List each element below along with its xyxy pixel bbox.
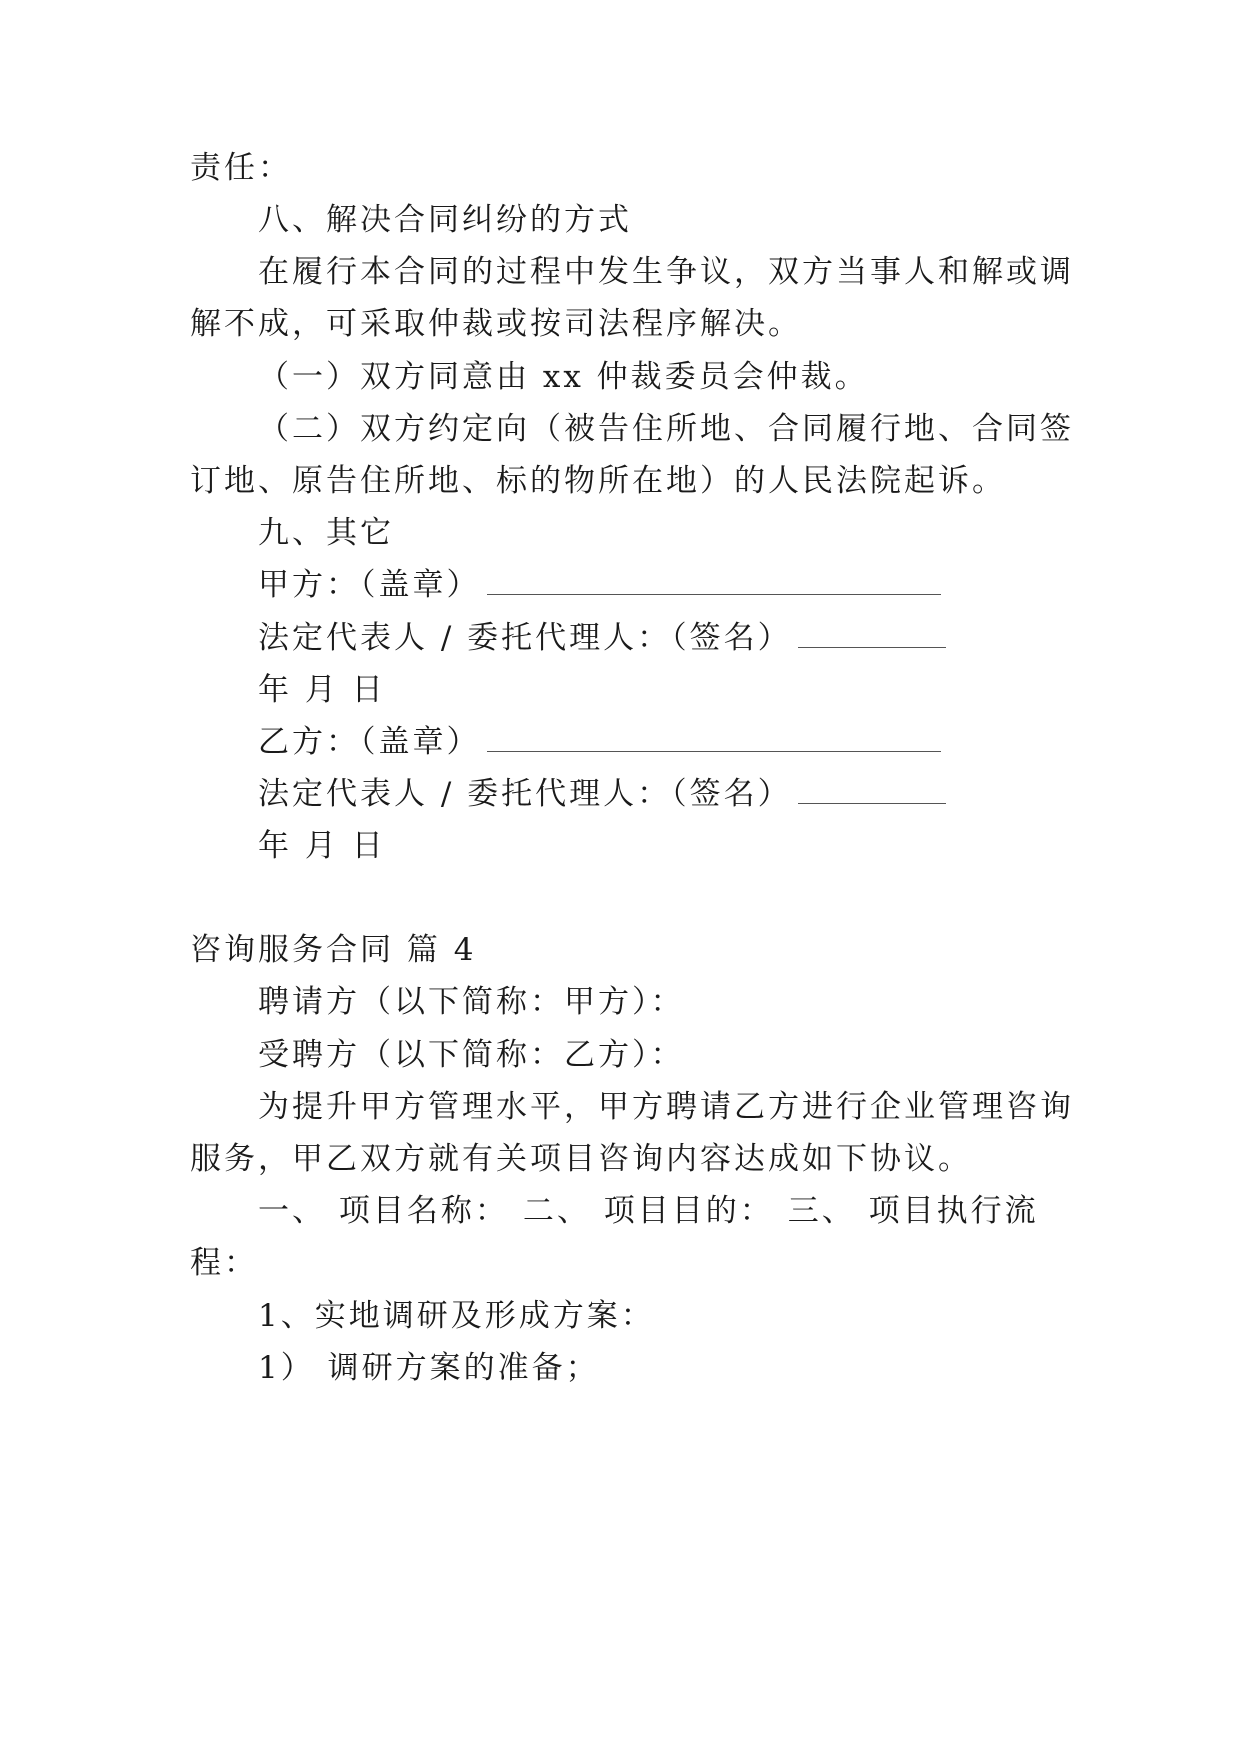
text-line: 解不成，可采取仲裁或按司法程序解决。 xyxy=(190,306,802,342)
party-a-rep-line xyxy=(258,618,1128,658)
party-b-date: 年 月 日 xyxy=(258,828,386,864)
section-heading-dispute: 八、解决合同纠纷的方式 xyxy=(258,202,632,238)
text-line: 责任： xyxy=(190,150,292,186)
project-item-process: 三、 项目执行流 xyxy=(787,1193,1039,1229)
step-1: 1、实地调研及形成方案： xyxy=(258,1298,655,1334)
text-line: 程： xyxy=(190,1245,258,1281)
party-b-seal-line xyxy=(258,722,1128,762)
text-line: 聘请方（以下简称：甲方）： xyxy=(258,984,685,1020)
step-1-sub: 1） 调研方案的准备； xyxy=(258,1350,600,1386)
party-b-signature-blank xyxy=(798,779,946,804)
text-line: 受聘方（以下简称：乙方）： xyxy=(258,1037,685,1073)
section-title: 咨询服务合同 篇 4 xyxy=(190,932,477,968)
party-b-seal-blank xyxy=(487,727,941,752)
party-a-date: 年 月 日 xyxy=(258,672,386,708)
party-a-signature-blank xyxy=(798,623,946,648)
project-items-row xyxy=(258,1191,1128,1231)
party-b-rep-line xyxy=(258,774,1128,814)
party-a-seal-blank xyxy=(487,570,941,595)
text-line: 订地、原告住所地、标的物所在地）的人民法院起诉。 xyxy=(190,463,1006,499)
text-line: 为提升甲方管理水平，甲方聘请乙方进行企业管理咨询 xyxy=(258,1089,1074,1125)
party-a-label: 甲方：（盖章） xyxy=(258,567,481,603)
party-a-rep-label: 法定代表人 / 委托代理人：（签名） xyxy=(258,620,792,656)
text-line: （一）双方同意由 xx 仲裁委员会仲裁。 xyxy=(258,359,869,395)
project-item-purpose: 二、 项目目的： xyxy=(522,1193,774,1229)
text-line: 服务，甲乙双方就有关项目咨询内容达成如下协议。 xyxy=(190,1141,972,1177)
party-b-label: 乙方：（盖章） xyxy=(258,724,481,760)
text-line: （二）双方约定向（被告住所地、合同履行地、合同签 xyxy=(258,411,1074,447)
party-a-seal-line xyxy=(258,565,1128,605)
text-line: 在履行本合同的过程中发生争议，双方当事人和解或调 xyxy=(258,254,1074,290)
section-heading-other: 九、其它 xyxy=(258,515,394,551)
project-item-name: 一、 项目名称： xyxy=(258,1193,509,1229)
party-b-rep-label: 法定代表人 / 委托代理人：（签名） xyxy=(258,776,792,812)
